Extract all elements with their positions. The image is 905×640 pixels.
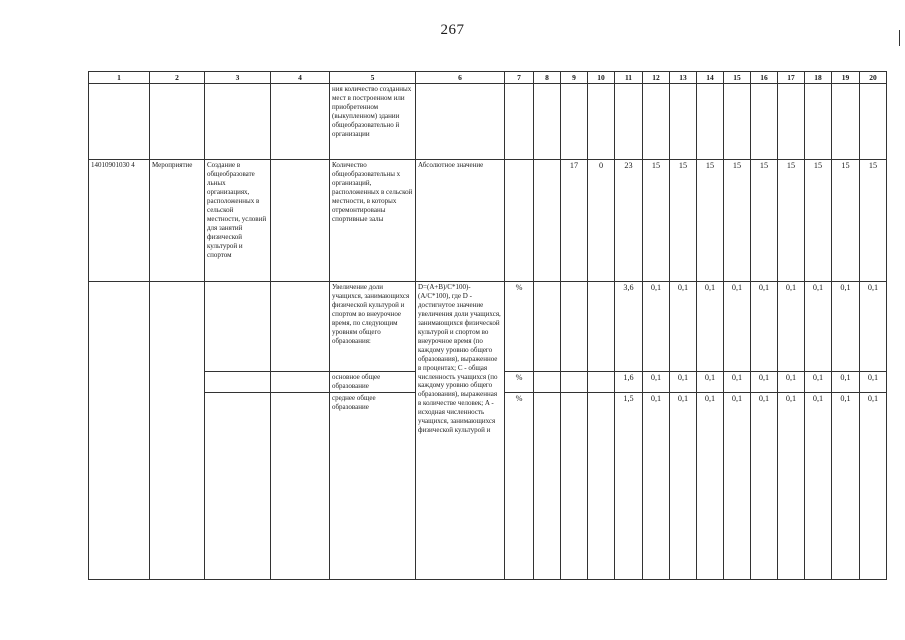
unit-cell: % (505, 282, 534, 372)
formula-cell: D=(A+B)/C*100)-(A/C*100), где D - достигнутое значение увеличения доли учащихся, занимающихся физической культурой и спортом во внеурочное время (по каждому уровню общего образования), выраженное в процентах; C - общая численность учащихся (по каждому уровню общего образования), выраженная в количестве человек; A - исходная численность учащихся, занимающихся физической культурой и (416, 282, 505, 580)
col-header: 16 (751, 72, 778, 84)
value-cell: 23 (615, 160, 643, 282)
table-cell (534, 372, 561, 393)
col-header: 2 (150, 72, 205, 84)
value-cell: 3,6 (615, 282, 643, 372)
value-cell: 0,1 (697, 392, 724, 579)
value-cell: 0,1 (697, 282, 724, 372)
table-cell (588, 392, 615, 579)
col-header: 5 (330, 72, 416, 84)
table-cell (205, 372, 271, 393)
table-cell (724, 84, 751, 160)
table-cell (588, 84, 615, 160)
value-cell: 0,1 (805, 392, 832, 579)
table-cell (832, 84, 860, 160)
value-cell: 0,1 (860, 282, 887, 372)
unit-cell: % (505, 392, 534, 579)
value-cell: 0,1 (832, 392, 860, 579)
value-cell: 0,1 (643, 282, 670, 372)
value-cell: 15 (697, 160, 724, 282)
type-cell: Мероприятие (150, 160, 205, 282)
value-cell: 0,1 (724, 392, 751, 579)
value-cell: 0,1 (724, 372, 751, 393)
table-cell (89, 282, 150, 580)
measure-name-cell: Создание в общеобразовате льных организациях, расположенных в сельской местности, условий для занятий физической культурой и спортом (205, 160, 271, 282)
table-cell (505, 84, 534, 160)
table-cell (416, 84, 505, 160)
page-number: 267 (440, 22, 465, 38)
table-cell (271, 392, 330, 579)
value-cell: 1,5 (615, 392, 643, 579)
col-header: 3 (205, 72, 271, 84)
col-header: 17 (778, 72, 805, 84)
value-cell: 0,1 (832, 372, 860, 393)
value-cell: 0,1 (751, 392, 778, 579)
value-cell: 17 (561, 160, 588, 282)
value-cell: 0,1 (832, 282, 860, 372)
table-cell (534, 282, 561, 372)
value-cell: 0,1 (670, 282, 697, 372)
value-cell: 15 (643, 160, 670, 282)
table-cell (697, 84, 724, 160)
table-cell (615, 84, 643, 160)
value-cell: 15 (805, 160, 832, 282)
table-cell (150, 84, 205, 160)
value-cell: 15 (860, 160, 887, 282)
table-row (89, 84, 887, 160)
value-cell: 0,1 (751, 282, 778, 372)
value-cell: 0,1 (805, 282, 832, 372)
col-header: 20 (860, 72, 887, 84)
table-cell (505, 160, 534, 282)
value-cell: 0,1 (697, 372, 724, 393)
code-cell: 14010901030 4 (89, 160, 150, 282)
value-cell: 1,6 (615, 372, 643, 393)
col-header: 4 (271, 72, 330, 84)
col-header: 18 (805, 72, 832, 84)
value-cell: 0,1 (751, 372, 778, 393)
col-header: 13 (670, 72, 697, 84)
value-cell: 0 (588, 160, 615, 282)
col-header: 9 (561, 72, 588, 84)
table-cell (670, 84, 697, 160)
table-row (89, 282, 887, 372)
value-cell: 15 (724, 160, 751, 282)
page-edge-mark (899, 30, 900, 46)
table-cell (534, 84, 561, 160)
value-cell: 0,1 (643, 372, 670, 393)
col-header: 10 (588, 72, 615, 84)
value-cell: 0,1 (805, 372, 832, 393)
value-cell: 15 (751, 160, 778, 282)
col-header: 19 (832, 72, 860, 84)
table-row (89, 160, 887, 282)
col-header: 12 (643, 72, 670, 84)
table-cell (751, 84, 778, 160)
table-cell (588, 282, 615, 372)
indicator-cell: Количество общеобразовательны х организаций, расположенных в сельской местности, в которых отремонтированы спортивные залы (330, 160, 416, 282)
indicator-cell: ния количество созданных мест в построенном или приобретенном (выкупленном) здании общеобразовательно й организации (330, 84, 416, 160)
column-number-row (89, 72, 887, 84)
col-header: 6 (416, 72, 505, 84)
table-cell (205, 282, 271, 372)
col-header: 7 (505, 72, 534, 84)
table-cell (89, 84, 150, 160)
table-cell (860, 84, 887, 160)
indicator-cell: Увеличение доли учащихся, занимающихся физической культурой и спортом во внеурочное время, по следующим уровням общего образования: (330, 282, 416, 372)
table-cell (561, 84, 588, 160)
table-cell (778, 84, 805, 160)
method-cell: Абсолютное значение (416, 160, 505, 282)
table-cell (271, 372, 330, 393)
value-cell: 15 (778, 160, 805, 282)
col-header: 14 (697, 72, 724, 84)
table-cell (561, 282, 588, 372)
value-cell: 0,1 (778, 392, 805, 579)
table-cell (271, 282, 330, 372)
table-cell (561, 372, 588, 393)
value-cell: 0,1 (643, 392, 670, 579)
table-cell (534, 160, 561, 282)
unit-cell: % (505, 372, 534, 393)
table-cell (271, 84, 330, 160)
value-cell: 0,1 (778, 282, 805, 372)
value-cell: 0,1 (778, 372, 805, 393)
table-cell (643, 84, 670, 160)
value-cell: 0,1 (670, 392, 697, 579)
col-header: 15 (724, 72, 751, 84)
value-cell: 15 (670, 160, 697, 282)
table-cell (150, 282, 205, 580)
col-header: 1 (89, 72, 150, 84)
col-header: 8 (534, 72, 561, 84)
table-cell (561, 392, 588, 579)
value-cell: 15 (832, 160, 860, 282)
table-cell (205, 84, 271, 160)
col-header: 11 (615, 72, 643, 84)
indicator-cell: среднее общее образование (330, 392, 416, 579)
indicators-table (88, 71, 887, 580)
value-cell: 0,1 (860, 392, 887, 579)
indicator-cell: основное общее образование (330, 372, 416, 393)
table-cell (271, 160, 330, 282)
table-cell (588, 372, 615, 393)
value-cell: 0,1 (670, 372, 697, 393)
table-cell (805, 84, 832, 160)
table-cell (205, 392, 271, 579)
table-cell (534, 392, 561, 579)
value-cell: 0,1 (724, 282, 751, 372)
value-cell: 0,1 (860, 372, 887, 393)
